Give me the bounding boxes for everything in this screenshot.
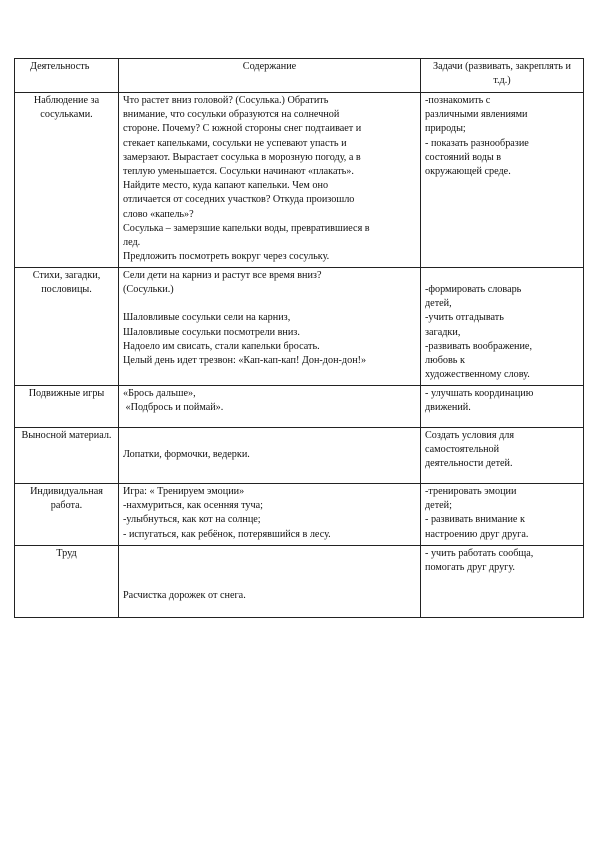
content-line: Лопатки, формочки, ведерки. <box>123 448 250 460</box>
activity-cell: Труд <box>15 546 119 618</box>
content-line: отличается от соседних участков? Откуда произошло <box>123 194 355 206</box>
content-line: -улыбнуться, как кот на солнце; <box>123 514 261 526</box>
header-tasks: Задачи (развивать, закреплять и т.д.) <box>421 59 584 93</box>
content-cell <box>119 93 421 268</box>
tasks-line: движений. <box>425 402 471 414</box>
content-blank <box>123 547 416 561</box>
header-activity: Деятельность <box>15 59 119 93</box>
content-line: Сосулька – замерзшие капельки воды, превратившиеся в <box>123 222 370 234</box>
content-line: Надоело им свисать, стали капельки бросать. <box>123 340 320 352</box>
activity-cell: Подвижные игры <box>15 386 119 428</box>
content-line: Найдите место, куда капают капельки. Чем оно <box>123 180 329 192</box>
table-row <box>15 93 584 268</box>
tasks-line: художественному слову. <box>425 369 530 381</box>
content-line: «Брось дальше», <box>123 388 196 399</box>
content-blank <box>123 297 416 311</box>
table-row <box>15 428 584 484</box>
content-line: теплую уменьшается. Сосульки начинают «плакать». <box>123 166 354 178</box>
content-line: Шаловливые сосульки посмотрели вниз. <box>123 326 300 338</box>
tasks-line: любовь к <box>425 355 465 367</box>
content-line: Игра: « Тренируем эмоции» <box>123 486 245 497</box>
tasks-line: - показать разнообразие <box>425 137 529 149</box>
tasks-line: - развивать внимание к <box>425 514 525 526</box>
tasks-cell <box>421 484 584 546</box>
tasks-cell <box>421 428 584 484</box>
tasks-line: -формировать словарь <box>425 284 522 295</box>
tasks-line: детей; <box>425 500 452 512</box>
tasks-cell <box>421 386 584 428</box>
header-row <box>15 59 584 93</box>
tasks-line: различными явлениями <box>425 109 528 121</box>
content-cell <box>119 386 421 428</box>
tasks-line: -тренировать эмоции <box>425 486 517 497</box>
tasks-line: Создать условия для <box>425 430 515 441</box>
activity-cell: Выносной материал. <box>15 428 119 484</box>
content-blank <box>123 575 416 589</box>
content-line: «Подбрось и поймай». <box>123 402 224 414</box>
header-content: Содержание <box>119 59 421 93</box>
tasks-line: состояний воды в <box>425 151 502 163</box>
tasks-line: - улучшать координацию <box>425 388 534 399</box>
content-line: лед. <box>123 237 141 249</box>
content-line: замерзают. Вырастает сосулька в морозную погоду, а в <box>123 151 361 163</box>
tasks-line: -познакомить с <box>425 95 491 106</box>
tasks-line: -учить отгадывать <box>425 312 504 324</box>
table-row <box>15 546 584 618</box>
tasks-line: детей, <box>425 298 452 310</box>
tasks-line: настроению друг друга. <box>425 528 529 540</box>
content-line: (Сосульки.) <box>123 284 174 296</box>
content-line: внимание, что сосульки образуются на солнечной <box>123 109 340 121</box>
content-cell <box>119 428 421 484</box>
tasks-line: природы; <box>425 123 466 135</box>
content-cell <box>119 546 421 618</box>
tasks-line: деятельности детей. <box>425 458 513 470</box>
tasks-cell <box>421 93 584 268</box>
table-row <box>15 386 584 428</box>
content-blank <box>123 561 416 575</box>
content-line: стекает капельками, сосульки не успевают упасть и <box>123 137 347 149</box>
tasks-line: -развивать воображение, <box>425 340 532 352</box>
content-line: Целый день идет трезвон: «Кап-кап-кап! Дон-дон-дон!» <box>123 355 367 367</box>
content-line: Предложить посмотреть вокруг через сосульку. <box>123 251 330 263</box>
table-row <box>15 268 584 386</box>
content-cell <box>119 484 421 546</box>
content-line: Расчистка дорожек от снега. <box>123 590 246 601</box>
tasks-line: загадки, <box>425 326 461 338</box>
table-body <box>15 93 584 618</box>
content-line: -нахмуриться, как осенняя туча; <box>123 500 263 512</box>
content-line: Сели дети на карниз и растут все время вниз? <box>123 270 322 281</box>
tasks-cell <box>421 268 584 386</box>
activity-cell: Индивидуальная работа. <box>15 484 119 546</box>
content-cell <box>119 268 421 386</box>
tasks-cell <box>421 546 584 618</box>
tasks-line: помогать друг другу. <box>425 562 515 574</box>
activity-plan-table <box>14 58 584 618</box>
content-line: стороне. Почему? С южной стороны снег подтаивает и <box>123 123 362 135</box>
table-row <box>15 484 584 546</box>
tasks-line: окружающей среде. <box>425 166 511 178</box>
content-line: Что растет вниз головой? (Сосулька.) Обратить <box>123 95 329 106</box>
activity-cell: Стихи, загадки, пословицы. <box>15 268 119 386</box>
tasks-line: самостоятельной <box>425 444 500 456</box>
tasks-line: - учить работать сообща, <box>425 548 534 559</box>
content-line: Шаловливые сосульки сели на карниз, <box>123 312 291 324</box>
content-line: слово «капель»? <box>123 208 194 220</box>
activity-cell: Наблюдение за сосульками. <box>15 93 119 268</box>
content-line: - испугаться, как ребёнок, потерявшийся в лесу. <box>123 528 331 540</box>
